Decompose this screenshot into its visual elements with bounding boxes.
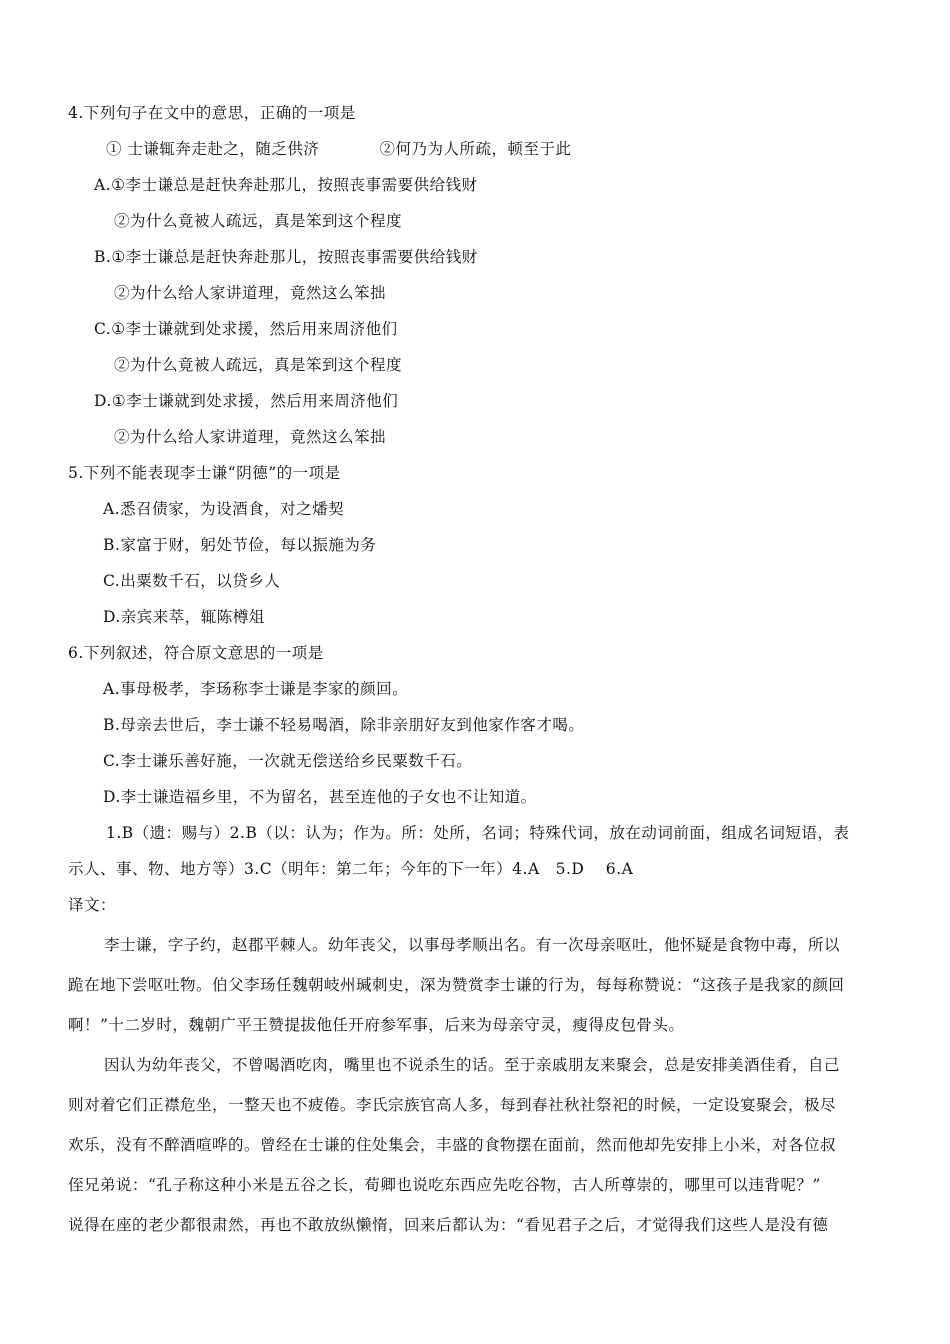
q4-sentence-1: ① 士谦辄奔走赴之，随乏供济 [106, 140, 320, 158]
q4-option-d-line1: D.①李士谦就到处求援，然后用来周济他们 [94, 392, 399, 410]
translation-p1-line1: 李士谦，字子约，赵郡平棘人。幼年丧父，以事母孝顺出名。有一次母亲呕吐，他怀疑是食物中毒，所以 [104, 936, 841, 954]
q5-option-c: C.出粟数千石，以贷乡人 [103, 572, 281, 590]
q4-option-a-line2: ②为什么竟被人疏远，真是笨到这个程度 [114, 212, 403, 230]
translation-p2-line2: 则对着它们正襟危坐，一整天也不疲倦。李氏宗族官高人多，每到春社秋社祭祀的时候，一定设宴聚会，极尽 [68, 1096, 837, 1114]
q4-option-d-line2: ②为什么给人家讲道理，竟然这么笨拙 [114, 428, 387, 446]
translation-p2-line1: 因认为幼年丧父，不曾喝酒吃肉，嘴里也不说杀生的话。至于亲戚朋友来聚会，总是安排美酒佳肴，自己 [104, 1056, 841, 1074]
q4-sentence-2: ②何乃为人所疏，顿至于此 [379, 140, 572, 158]
q4-option-b-line1: B.①李士谦总是赶快奔赴那儿，按照丧事需要供给钱财 [94, 248, 478, 266]
q4-option-c-line2: ②为什么竟被人疏远，真是笨到这个程度 [114, 356, 403, 374]
translation-p2-line4: 侄兄弟说：“孔子称这种小米是五谷之长，荀卿也说吃东西应先吃谷物，古人所尊崇的，哪里可以违背呢？” [68, 1176, 821, 1194]
q5-option-a: A.悉召债家，为设酒食，对之燔契 [103, 500, 345, 518]
translation-p2-line5: 说得在座的老少都很肃然，再也不敢放纵懒惰，回来后都认为：“看见君子之后，才觉得我们这些人是没有德 [68, 1216, 829, 1234]
q6-option-a: A.事母极孝，李玚称李士谦是李家的颜回。 [103, 680, 409, 698]
q4-option-a-line1: A.①李士谦总是赶快奔赴那儿，按照丧事需要供给钱财 [94, 176, 478, 194]
q5-stem: 5.下列不能表现李士谦“阴德”的一项是 [68, 464, 341, 482]
q6-option-b: B.母亲去世后，李士谦不轻易喝酒，除非亲朋好友到他家作客才喝。 [103, 716, 585, 734]
translation-p1-line3: 啊！”十二岁时，魏朝广平王赞提拔他任开府参军事，后来为母亲守灵，瘦得皮包骨头。 [68, 1016, 685, 1034]
q4-option-c-line1: C.①李士谦就到处求援，然后用来周济他们 [94, 320, 398, 338]
answers-line-1: 1.B（遗：赐与）2.B（以：认为；作为。所：处所，名词；特殊代词，放在动词前面，组成名词短语，表 [106, 824, 850, 842]
q5-option-d: D.亲宾来萃，辄陈樽俎 [103, 608, 265, 626]
translation-heading: 译文： [68, 896, 117, 914]
translation-p1-line2: 跪在地下尝呕吐物。伯父李玚任魏朝岐州瑊刺史，深为赞赏李士谦的行为，每每称赞说：“这孩子是我家的颜回 [68, 976, 845, 994]
translation-p2-line3: 欢乐，没有不醉酒喧哗的。曾经在士谦的住处集会，丰盛的食物摆在面前，然而他却先安排上小米，对各位叔 [68, 1136, 837, 1154]
q6-option-c: C.李士谦乐善好施，一次就无偿送给乡民粟数千石。 [103, 752, 473, 770]
answers-line-2: 示人、事、物、地方等）3.C（明年：第二年；今年的下一年）4.A 5.D 6.A [68, 860, 634, 878]
q4-option-b-line2: ②为什么给人家讲道理，竟然这么笨拙 [114, 284, 387, 302]
q6-option-d: D.李士谦造福乡里，不为留名，甚至连他的子女也不让知道。 [103, 788, 537, 806]
q5-option-b: B.家富于财，躬处节俭，每以振施为务 [103, 536, 377, 554]
q6-stem: 6.下列叙述，符合原文意思的一项是 [68, 644, 324, 662]
q4-stem: 4.下列句子在文中的意思，正确的一项是 [68, 104, 356, 122]
q4-sentences [106, 137, 571, 159]
